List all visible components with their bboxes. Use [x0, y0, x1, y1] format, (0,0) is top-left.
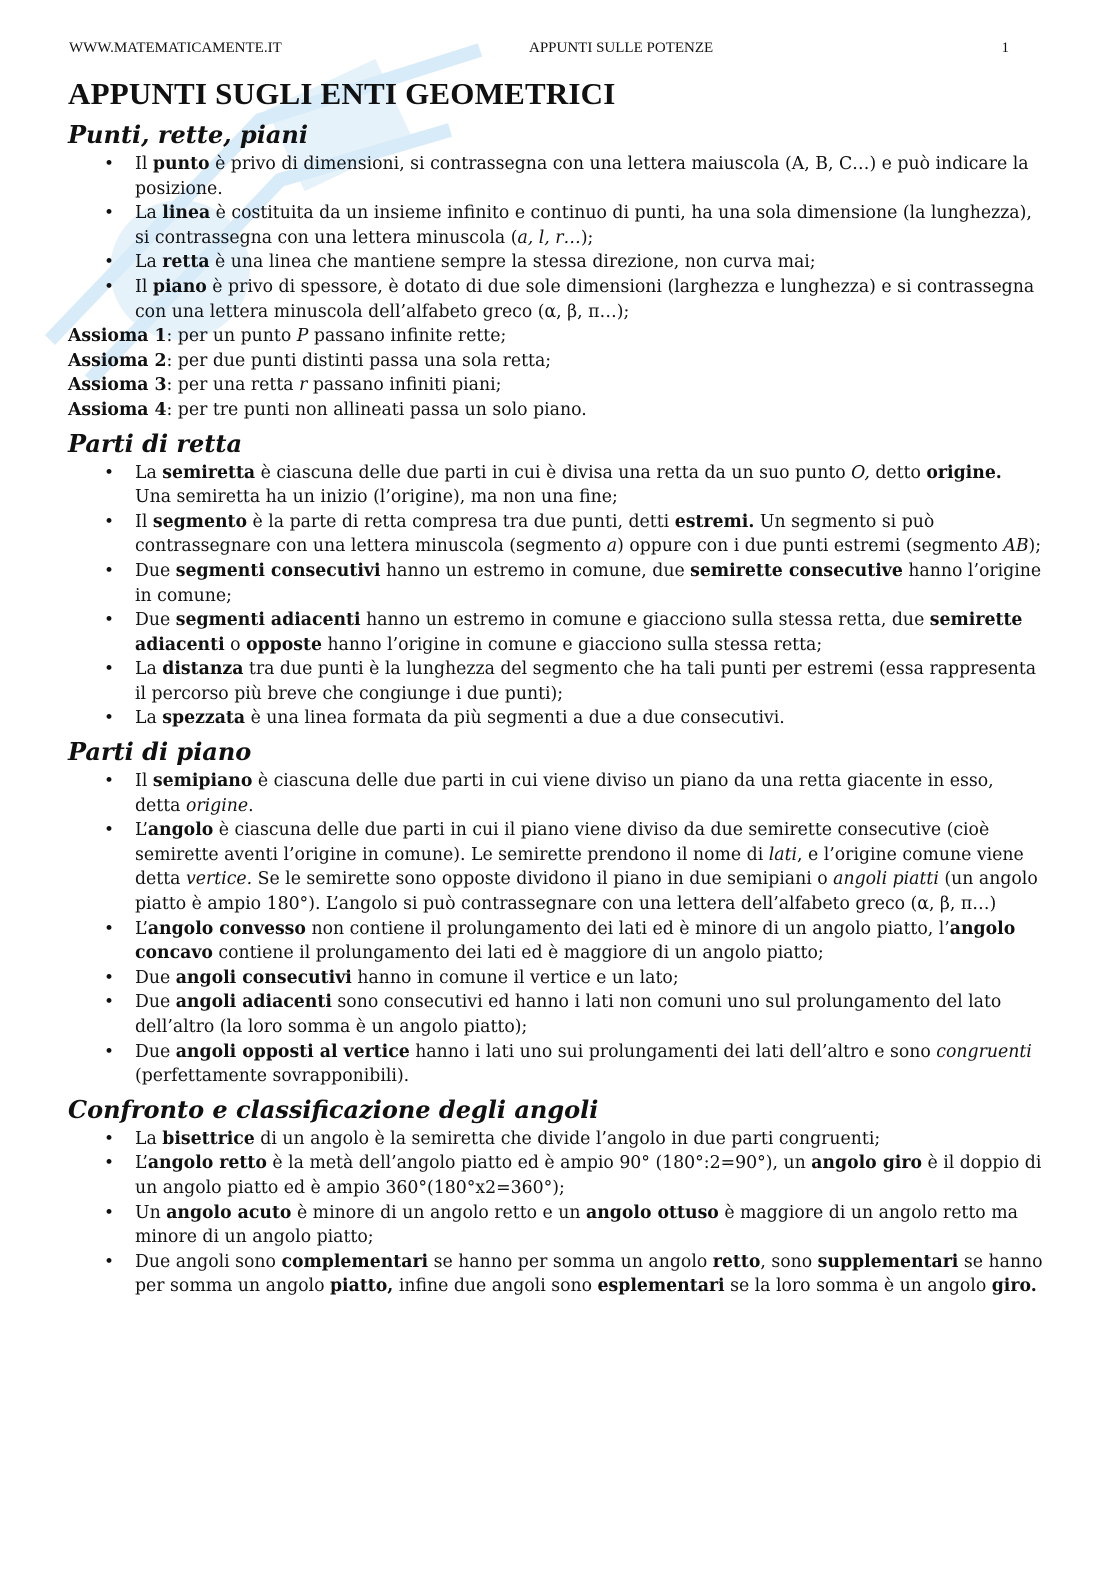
section-title-punti: Punti, rette, piani	[68, 120, 308, 149]
axiom-3: Assioma 3: per una retta r passano infiniti piani;	[68, 375, 502, 396]
section-title-retta: Parti di retta	[68, 428, 243, 458]
list-item: • La spezzata è una linea formata da più segmenti a due a due consecutivi.	[68, 706, 1043, 731]
list-item: • L’angolo retto è la metà dell’angolo piatto ed è ampio 90° (180°:2=90°), un angolo giro è il doppio di un angolo piatto ed è ampio 360°(180°x2=360°);	[68, 1151, 1043, 1200]
list-punti	[68, 152, 1043, 324]
list-item: • La distanza tra due punti è la lunghezza del segmento che ha tali punti per estremi (essa rappresenta il percorso più breve che congiunge i due punti);	[68, 657, 1043, 706]
document-title: APPUNTI SUGLI ENTI GEOMETRICI	[68, 76, 616, 111]
document-body	[68, 74, 1043, 1299]
axiom-2: Assioma 2: per due punti distinti passa una sola retta;	[68, 350, 552, 371]
list-item: • Due angoli opposti al vertice hanno i lati uno sui prolungamenti dei lati dell’altro e sono congruenti (perfettamente sovrapponibili).	[68, 1040, 1043, 1089]
list-item: • Il punto è privo di dimensioni, si contrassegna con una lettera maiuscola (A, B, C…) e può indicare la posizione.	[68, 152, 1043, 201]
list-item: • La linea è costituita da un insieme infinito e continuo di punti, ha una sola dimensione (la lunghezza), si contrassegna con una lettera minuscola (a, l, r…);	[68, 201, 1043, 250]
list-item: • La semiretta è ciascuna delle due parti in cui è divisa una retta da un suo punto O, detto origine. Una semiretta ha un inizio (l’origine), ma non una fine;	[68, 461, 1043, 510]
list-item: • Il segmento è la parte di retta compresa tra due punti, detti estremi. Un segmento si può contrassegnare con una lettera minuscola (segmento a) oppure con i due punti estremi (segmento AB);	[68, 510, 1043, 559]
list-item: • Due angoli sono complementari se hanno per somma un angolo retto, sono supplementari se hanno per somma un angolo piatto, infine due angoli sono esplementari se la loro somma è un angolo giro.	[68, 1250, 1043, 1299]
list-item: • Un angolo acuto è minore di un angolo retto e un angolo ottuso è maggiore di un angolo retto ma minore di un angolo piatto;	[68, 1201, 1043, 1250]
list-item: • Due angoli adiacenti sono consecutivi ed hanno i lati non comuni uno sul prolungamento del lato dell’altro (la loro somma è un angolo piatto);	[68, 990, 1043, 1039]
list-item: • Il piano è privo di spessore, è dotato di due sole dimensioni (larghezza e lunghezza) e si contrassegna con una lettera minuscola dell’alfabeto greco (α, β, π…);	[68, 275, 1043, 324]
header-site: WWW.MATEMATICAMENTE.IT	[69, 40, 282, 56]
list-item: • La retta è una linea che mantiene sempre la stessa direzione, non curva mai;	[68, 250, 1043, 275]
page-header	[69, 40, 1009, 62]
axiom-4: Assioma 4: per tre punti non allineati passa un solo piano.	[68, 399, 587, 420]
header-page-number: 1	[1001, 40, 1009, 56]
section-title-piano: Parti di piano	[68, 737, 252, 767]
list-item: • Due segmenti adiacenti hanno un estremo in comune e giacciono sulla stessa retta, due semirette adiacenti o opposte hanno l’origine in comune e giacciono sulla stessa retta;	[68, 608, 1043, 657]
list-item: • Due angoli consecutivi hanno in comune il vertice e un lato;	[68, 966, 1043, 991]
list-item: • La bisettrice di un angolo è la semiretta che divide l’angolo in due parti congruenti;	[68, 1127, 1043, 1152]
list-item: • L’angolo convesso non contiene il prolungamento dei lati ed è minore di un angolo piatto, l’angolo concavo contiene il prolungamento dei lati ed è maggiore di un angolo piatto;	[68, 917, 1043, 966]
list-item: • Due segmenti consecutivi hanno un estremo in comune, due semirette consecutive hanno l’origine in comune;	[68, 559, 1043, 608]
list-retta	[68, 461, 1043, 732]
list-piano	[68, 769, 1043, 1089]
list-item: • Il semipiano è ciascuna delle due parti in cui viene diviso un piano da una retta giacente in esso, detta origine.	[68, 769, 1043, 818]
axiom-1: Assioma 1: per un punto P passano infinite rette;	[68, 326, 507, 347]
list-item: • L’angolo è ciascuna delle due parti in cui il piano viene diviso da due semirette consecutive (cioè semirette aventi l’origine in comune). Le semirette prendono il nome di lati, e l’origine comune viene detta vertice. Se le semirette sono opposte dividono il piano in due semipiani o angoli piatti (un angolo piatto è ampio 180°). L’angolo si può contrassegnare con una lettera dell’alfabeto greco (α, β, π…)	[68, 818, 1043, 916]
section-title-angoli: Confronto e classificazione degli angoli	[68, 1094, 599, 1124]
header-doc-title: APPUNTI SULLE POTENZE	[529, 40, 714, 56]
list-angoli	[68, 1127, 1043, 1299]
